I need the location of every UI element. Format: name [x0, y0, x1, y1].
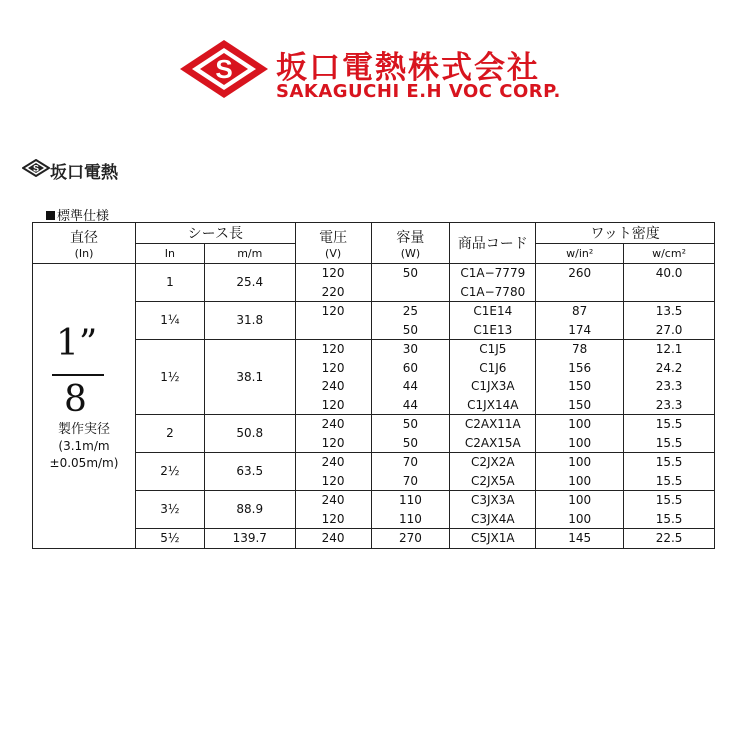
note-line1: (3.1m/m [58, 439, 110, 453]
capacity-cell: 50 [371, 264, 450, 283]
diameter-cell [33, 264, 136, 549]
fraction-denominator: 8 [63, 379, 87, 420]
product-code-cell: C1A−7780 [450, 283, 536, 302]
wd-in-cell: 156 [536, 359, 624, 378]
capacity-cell: 50 [371, 321, 450, 340]
company-short-name: 坂口電熱 [50, 163, 118, 183]
wd-in-cell: 100 [536, 491, 624, 510]
table-row [33, 340, 715, 359]
table-row [33, 415, 715, 434]
voltage-cell: 220 [295, 283, 371, 302]
s-diamond-logo-icon [178, 38, 270, 100]
header-sheath-in: In [135, 244, 204, 264]
product-code-cell: C3JX3A [450, 491, 536, 510]
product-code-cell: C1E13 [450, 321, 536, 340]
capacity-cell: 270 [371, 529, 450, 549]
product-code-cell: C1JX14A [450, 396, 536, 415]
company-name-jp: 坂口電熱株式会社 [276, 50, 540, 86]
capacity-cell: 70 [371, 453, 450, 472]
product-code-cell: C2AX15A [450, 434, 536, 453]
fraction-bar [52, 374, 104, 376]
capacity-cell: 44 [371, 377, 450, 396]
sheath-in-cell: 2½ [135, 453, 204, 491]
sheath-in-cell: 2 [135, 415, 204, 453]
header-sheath-mm: m/m [204, 244, 295, 264]
wd-cm-cell: 15.5 [624, 510, 715, 529]
product-code-cell: C2AX11A [450, 415, 536, 434]
capacity-cell: 60 [371, 359, 450, 378]
header-sheath-length: シース長 [135, 223, 295, 244]
product-code-cell: C3JX4A [450, 510, 536, 529]
square-bullet-icon [46, 211, 55, 220]
s-diamond-small-icon [22, 159, 50, 177]
wd-cm-cell: 22.5 [624, 529, 715, 549]
diameter-note [33, 421, 135, 472]
product-code-cell: C1J6 [450, 359, 536, 378]
capacity-cell: 50 [371, 434, 450, 453]
wd-in-cell: 87 [536, 302, 624, 321]
fraction-numerator: 1” [55, 323, 98, 364]
capacity-cell [371, 283, 450, 302]
product-code-cell: C1E14 [450, 302, 536, 321]
wd-cm-cell: 15.5 [624, 453, 715, 472]
product-code-cell: C1J5 [450, 340, 536, 359]
wd-in-cell: 174 [536, 321, 624, 340]
header-wd-in: w/in² [536, 244, 624, 264]
sheath-mm-cell: 50.8 [204, 415, 295, 453]
voltage-cell: 240 [295, 377, 371, 396]
voltage-cell: 240 [295, 453, 371, 472]
wd-in-cell: 145 [536, 529, 624, 549]
note-line2: ±0.05m/m) [49, 456, 119, 470]
spec-table-body [33, 264, 715, 549]
wd-cm-cell: 15.5 [624, 472, 715, 491]
capacity-cell: 44 [371, 396, 450, 415]
sheath-in-cell: 3½ [135, 491, 204, 529]
wd-in-cell: 100 [536, 510, 624, 529]
product-code-cell: C1JX3A [450, 377, 536, 396]
wd-cm-cell: 27.0 [624, 321, 715, 340]
product-code-cell: C2JX2A [450, 453, 536, 472]
capacity-cell: 25 [371, 302, 450, 321]
sheath-mm-cell: 25.4 [204, 264, 295, 302]
wd-cm-cell [624, 283, 715, 302]
table-row [33, 453, 715, 472]
header-capacity: 容量 (W) [371, 223, 450, 264]
spec-table [32, 222, 715, 549]
wd-cm-cell: 23.3 [624, 396, 715, 415]
table-row [33, 529, 715, 549]
table-row [33, 302, 715, 321]
product-code-cell: C2JX5A [450, 472, 536, 491]
wd-cm-cell: 40.0 [624, 264, 715, 283]
wd-in-cell: 150 [536, 377, 624, 396]
wd-cm-cell: 13.5 [624, 302, 715, 321]
wd-cm-cell: 15.5 [624, 491, 715, 510]
header-diameter: 直径 (In) [33, 223, 136, 264]
header-watt-density: ワット密度 [536, 223, 715, 244]
voltage-cell: 120 [295, 510, 371, 529]
sheath-mm-cell: 88.9 [204, 491, 295, 529]
wd-in-cell [536, 283, 624, 302]
sheath-mm-cell: 31.8 [204, 302, 295, 340]
wd-in-cell: 260 [536, 264, 624, 283]
sheath-mm-cell: 38.1 [204, 340, 295, 415]
capacity-cell: 30 [371, 340, 450, 359]
voltage-cell: 120 [295, 472, 371, 491]
voltage-cell: 120 [295, 396, 371, 415]
capacity-cell: 50 [371, 415, 450, 434]
wd-in-cell: 78 [536, 340, 624, 359]
sheath-in-cell: 1¼ [135, 302, 204, 340]
voltage-cell: 240 [295, 415, 371, 434]
product-code-cell: C1A−7779 [450, 264, 536, 283]
wd-cm-cell: 15.5 [624, 434, 715, 453]
company-name-en: SAKAGUCHI E.H VOC CORP. [276, 81, 561, 102]
table-row [33, 264, 715, 283]
wd-cm-cell: 24.2 [624, 359, 715, 378]
wd-cm-cell: 23.3 [624, 377, 715, 396]
capacity-cell: 110 [371, 510, 450, 529]
svg-text:S: S [32, 163, 40, 174]
header-wd-cm: w/cm² [624, 244, 715, 264]
voltage-cell: 240 [295, 491, 371, 510]
voltage-cell: 240 [295, 529, 371, 549]
wd-in-cell: 100 [536, 415, 624, 434]
svg-text:S: S [215, 54, 233, 84]
capacity-cell: 110 [371, 491, 450, 510]
wd-in-cell: 150 [536, 396, 624, 415]
diameter-fraction [34, 323, 134, 421]
sheath-in-cell: 5½ [135, 529, 204, 549]
sheath-mm-cell: 139.7 [204, 529, 295, 549]
wd-cm-cell: 12.1 [624, 340, 715, 359]
header-voltage: 電圧 (V) [295, 223, 371, 264]
wd-in-cell: 100 [536, 472, 624, 491]
table-row [33, 491, 715, 510]
note-title: 製作実径 [57, 422, 110, 437]
company-logo [178, 38, 578, 108]
voltage-cell: 120 [295, 264, 371, 283]
header-product-code: 商品コード [450, 223, 536, 264]
sheath-in-cell: 1½ [135, 340, 204, 415]
voltage-cell: 120 [295, 340, 371, 359]
product-code-cell: C5JX1A [450, 529, 536, 549]
voltage-cell: 120 [295, 359, 371, 378]
sheath-in-cell: 1 [135, 264, 204, 302]
wd-cm-cell: 15.5 [624, 415, 715, 434]
sub-logo [22, 156, 132, 182]
voltage-cell [295, 321, 371, 340]
capacity-cell: 70 [371, 472, 450, 491]
sheath-mm-cell: 63.5 [204, 453, 295, 491]
wd-in-cell: 100 [536, 453, 624, 472]
wd-in-cell: 100 [536, 434, 624, 453]
voltage-cell: 120 [295, 434, 371, 453]
section-title-text: 標準仕様 [57, 209, 110, 224]
voltage-cell: 120 [295, 302, 371, 321]
